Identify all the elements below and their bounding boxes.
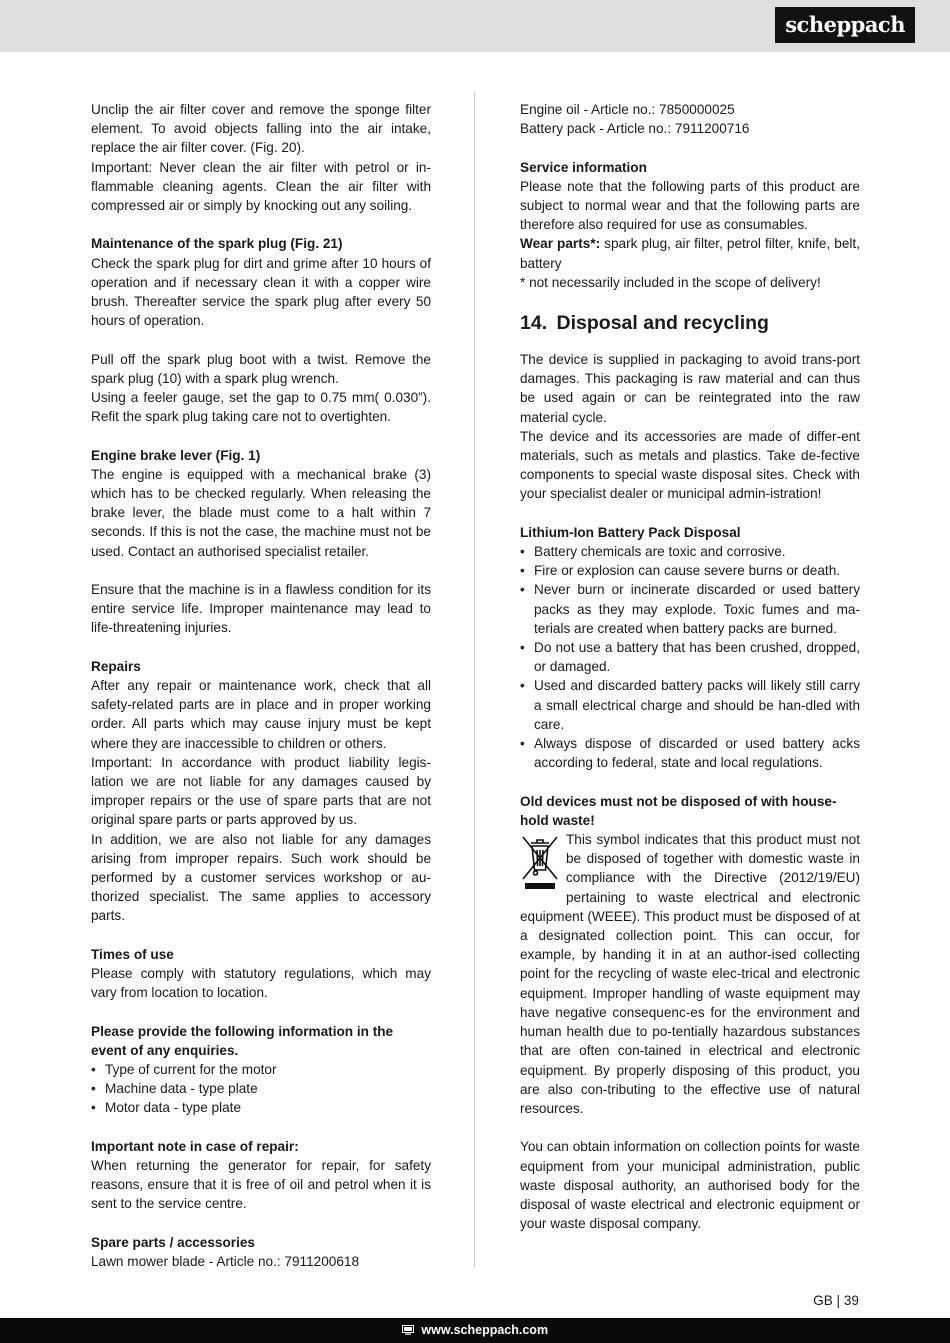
left-column (91, 100, 431, 1271)
spacer (91, 330, 431, 349)
bullet-item (520, 580, 860, 638)
spacer (91, 426, 431, 445)
bullet-icon: • (91, 1062, 96, 1078)
bullet-icon: • (520, 563, 525, 579)
subheading: Engine brake lever (Fig. 1) (91, 447, 261, 463)
bullet-item (91, 1079, 431, 1098)
spacer (91, 926, 431, 945)
weee-text: This symbol indicates that this product must not be disposed of together with domestic waste in compliance with the Directive (2012/19/EU) pertaining to waste electrical and electronic equipment (WEEE). This product must be disposed of at a designated collection point. This can occur, for example, by handing it in at an author-ised collecting point for the recycling of waste elec-trical and electronic equipment. Improper handling of waste equipment may have negative consequenc-es for the environment and human health due to po-tentially hazardous substances that are often con-tained in electrical and electronic equipment. By properly disposing of this product, you are also con-tributing to the effective use of natural resources. (520, 832, 860, 1116)
subheading: Spare parts / accessories (91, 1234, 255, 1250)
subheading: Old devices must not be disposed of with house-hold waste! (520, 793, 837, 828)
spacer (91, 1118, 431, 1137)
paragraph: In addition, we are also not liable for any damages arising from improper repairs. Such work should be performed by a customer services workshop or au-thorized specialist. The same applies to accessory parts. (91, 831, 431, 924)
bullet-item (520, 734, 860, 772)
subheading: Please provide the following information in the event of any enquiries. (91, 1023, 394, 1058)
subheading: Repairs (91, 658, 141, 674)
bullet-icon: • (520, 582, 525, 598)
bullet-text: Fire or explosion can cause severe burns or death. (534, 563, 841, 579)
paragraph: After any repair or maintenance work, check that all safety-related parts are in place and in proper working order. All parts which may cause injury must be kept where they are inaccessible to children or others. (91, 678, 431, 751)
subheading: Service information (520, 159, 647, 175)
spacer (91, 215, 431, 234)
paragraph: Important: In accordance with product liability legis-lation we are not liable for any damages caused by improper repairs or the use of spare parts that are not original spare parts or parts approved by us. (91, 754, 431, 828)
subheading: Times of use (91, 946, 174, 962)
paragraph-text: spark plug, air filter, petrol filter, knife, belt, battery (520, 236, 860, 271)
subheading: Important note in case of repair: (91, 1138, 299, 1154)
paragraph: Please comply with statutory regulations, which may vary from location to location. (91, 966, 431, 1001)
page-number: GB | 39 (813, 1293, 859, 1308)
bullet-icon: • (520, 678, 525, 694)
bullet-item (520, 676, 860, 734)
paragraph: * not necessarily included in the scope of delivery! (520, 274, 821, 290)
paragraph: The engine is equipped with a mechanical brake (3) which has to be checked regularly. When releasing the brake lever, the blade must come to a halt within 7 seconds. If this is not the case, the machine must not be used. Contact an authorised specialist retailer. (91, 466, 431, 559)
section-heading (520, 310, 860, 336)
collection-points-paragraph: You can obtain information on collection points for waste equipment from your municipal administration, public waste disposal authority, an authorised body for the disposal of waste electrical and electronic equipment or your waste disposal company. (520, 1139, 860, 1232)
spacer (91, 638, 431, 657)
paragraph: The device and its accessories are made of differ-ent materials, such as metals and plastics. Take de-fective components to special waste disposal sites. Check with your specialist dealer or municipal admin-istration! (520, 428, 860, 502)
paragraph: Ensure that the machine is in a flawless condition for its entire service life. Improper maintenance may lead to life-threatening injuries. (91, 582, 431, 636)
bullet-icon: • (520, 640, 525, 656)
section-number: 14. (520, 312, 548, 335)
bullet-icon: • (520, 736, 525, 752)
bullet-icon: • (91, 1100, 96, 1116)
paragraph: The device is supplied in packaging to avoid trans-port damages. This packaging is raw material and can thus be used again or can be reintegrated into the raw material cycle. (520, 352, 860, 425)
service-info-block (520, 100, 860, 292)
footer-bar (0, 1318, 950, 1343)
spacer (520, 772, 860, 791)
header-bar (0, 0, 950, 52)
weee-paragraph (520, 830, 860, 1118)
spacer (520, 504, 860, 523)
bullet-item (91, 1098, 431, 1117)
bullet-text: Used and discarded battery packs will likely still carry a small electrical charge and should be han-dled with care. (534, 678, 860, 732)
bullet-item (520, 542, 860, 561)
crossed-out-wheelie-bin-icon (520, 832, 560, 890)
paragraph: Lawn mower blade - Article no.: 7911200618 (91, 1254, 360, 1270)
paragraph: Important: Never clean the air filter with petrol or in-flammable cleaning agents. Clean the air filter with compressed air or simply by knocking out any soiling. (91, 159, 431, 214)
bullet-text: Battery chemicals are toxic and corrosive. (534, 544, 786, 560)
bullet-icon: • (520, 544, 525, 560)
paragraph: Please note that the following parts of this product are subject to normal wear and that the following parts are therefore also required for use as consumables. (520, 178, 860, 233)
paragraph: Unclip the air filter cover and remove the sponge filter element. To avoid objects falling into the air intake, replace the air filter cover. (Fig. 20). (91, 102, 431, 156)
bullet-item (520, 638, 860, 676)
column-divider (474, 92, 475, 1267)
bullet-item (520, 561, 860, 580)
bullet-text: Motor data - type plate (105, 1100, 242, 1116)
paragraph: Using a feeler gauge, set the gap to 0.75 mm( 0.030”). Refit the spark plug taking care not to overtighten. (91, 390, 431, 425)
bullet-text: Type of current for the motor (105, 1062, 277, 1078)
subheading: Maintenance of the spark plug (Fig. 21) (91, 236, 343, 252)
section-title: Disposal and recycling (556, 312, 769, 335)
spacer (91, 561, 431, 580)
bullet-item (91, 1060, 431, 1079)
bullet-text: Do not use a battery that has been crushed, dropped, or damaged. (534, 640, 860, 675)
subheading: Lithium-Ion Battery Pack Disposal (520, 524, 741, 540)
paragraph: When returning the generator for repair, for safety reasons, ensure that it is free of oil and petrol when it is sent to the service centre. (91, 1158, 431, 1212)
spacer (91, 1002, 431, 1021)
paragraph: Check the spark plug for dirt and grime after 10 hours of operation and if necessary clean it with a copper wire brush. Thereafter service the spark plug after every 50 hours of operation. (91, 255, 431, 329)
bullet-text: Never burn or incinerate discarded or used battery packs as they may explode. Toxic fumes and ma-terials are created when battery packs are burned. (534, 582, 860, 636)
bullet-icon: • (91, 1081, 96, 1097)
monitor-icon (402, 1325, 414, 1335)
spacer (520, 138, 860, 157)
website-link[interactable]: www.scheppach.com (421, 1323, 549, 1337)
paragraph: Battery pack - Article no.: 7911200716 (520, 121, 750, 137)
bullet-text: Always dispose of discarded or used battery acks according to federal, state and local regulations. (534, 736, 860, 771)
inline-label: Wear parts*: (520, 236, 601, 252)
paragraph (520, 234, 860, 272)
brand-logo: scheppach (775, 7, 915, 43)
bullet-text: Machine data - type plate (105, 1081, 258, 1097)
disposal-block (520, 350, 860, 830)
right-column (520, 100, 860, 1233)
spacer (91, 1214, 431, 1233)
paragraph: Pull off the spark plug boot with a twist. Remove the spark plug (10) with a spark plug wrench. (91, 351, 431, 386)
paragraph: Engine oil - Article no.: 7850000025 (520, 102, 735, 117)
